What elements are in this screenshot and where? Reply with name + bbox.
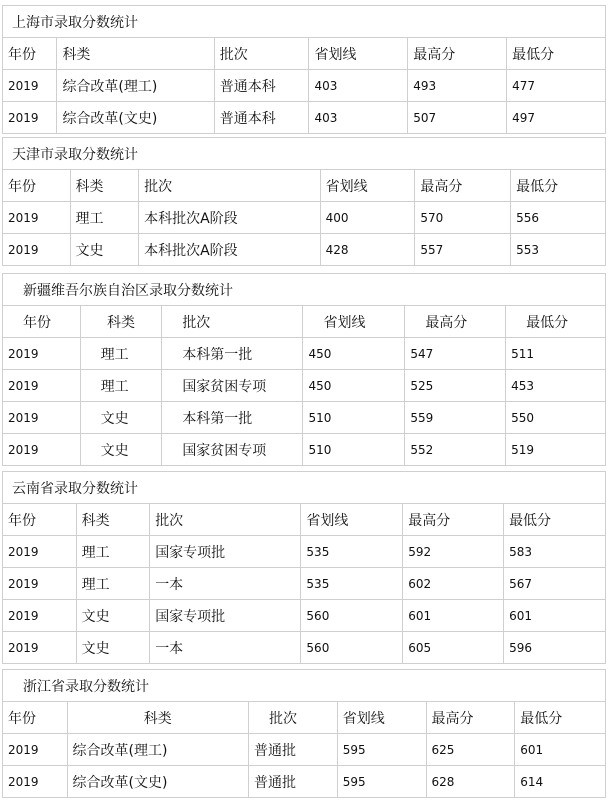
year-cell: 2019 xyxy=(3,536,77,568)
section-title-row xyxy=(3,670,606,702)
category-cell: 综合改革(文史) xyxy=(67,766,249,798)
header-row xyxy=(3,702,606,734)
control-line-cell: 510 xyxy=(303,402,405,434)
year-cell: 2019 xyxy=(3,600,77,632)
category-cell: 理工 xyxy=(80,338,162,370)
batch-cell: 普通批 xyxy=(249,766,338,798)
batch-header: 批次 xyxy=(150,504,301,536)
batch-header: 批次 xyxy=(249,702,338,734)
control-line-cell: 595 xyxy=(337,766,426,798)
header-row xyxy=(3,504,606,536)
min-score-cell: 519 xyxy=(506,434,606,466)
section-title: 新疆维吾尔族自治区录取分数统计 xyxy=(3,274,606,306)
year-header: 年份 xyxy=(3,702,68,734)
batch-header: 批次 xyxy=(214,38,309,70)
table-row xyxy=(3,70,606,102)
max-score-cell: 552 xyxy=(405,434,506,466)
year-cell: 2019 xyxy=(3,766,68,798)
score-table xyxy=(2,137,606,266)
category-cell: 理工 xyxy=(76,536,150,568)
min-score-cell: 583 xyxy=(504,536,606,568)
table-row xyxy=(3,600,606,632)
max-score-header: 最高分 xyxy=(415,170,511,202)
min-score-cell: 601 xyxy=(504,600,606,632)
score-table xyxy=(2,5,606,134)
year-cell: 2019 xyxy=(3,202,71,234)
min-score-cell: 497 xyxy=(507,102,606,134)
table-row xyxy=(3,734,606,766)
max-score-cell: 507 xyxy=(408,102,507,134)
min-score-cell: 453 xyxy=(506,370,606,402)
batch-header: 批次 xyxy=(139,170,320,202)
category-cell: 综合改革(文史) xyxy=(57,102,214,134)
control-line-cell: 428 xyxy=(320,234,415,266)
section-title: 浙江省录取分数统计 xyxy=(3,670,606,702)
batch-cell: 本科批次A阶段 xyxy=(139,202,320,234)
batch-cell: 普通本科 xyxy=(214,70,309,102)
control-line-cell: 400 xyxy=(320,202,415,234)
category-cell: 综合改革(理工) xyxy=(57,70,214,102)
score-table xyxy=(2,273,606,466)
max-score-cell: 628 xyxy=(426,766,515,798)
year-cell: 2019 xyxy=(3,70,57,102)
section-title: 天津市录取分数统计 xyxy=(3,138,606,170)
table-row xyxy=(3,338,606,370)
batch-header: 批次 xyxy=(162,306,303,338)
max-score-header: 最高分 xyxy=(403,504,504,536)
min-score-cell: 553 xyxy=(511,234,606,266)
table-row xyxy=(3,536,606,568)
score-table xyxy=(2,471,606,664)
min-score-cell: 596 xyxy=(504,632,606,664)
max-score-cell: 592 xyxy=(403,536,504,568)
category-cell: 文史 xyxy=(70,234,139,266)
category-header: 科类 xyxy=(67,702,249,734)
category-cell: 文史 xyxy=(80,402,162,434)
batch-cell: 本科第一批 xyxy=(162,402,303,434)
min-score-cell: 567 xyxy=(504,568,606,600)
year-cell: 2019 xyxy=(3,734,68,766)
section-title: 上海市录取分数统计 xyxy=(3,6,606,38)
year-cell: 2019 xyxy=(3,402,81,434)
year-header: 年份 xyxy=(3,306,81,338)
category-cell: 理工 xyxy=(76,568,150,600)
category-cell: 理工 xyxy=(80,370,162,402)
batch-cell: 一本 xyxy=(150,632,301,664)
table-row xyxy=(3,234,606,266)
header-row xyxy=(3,306,606,338)
year-header: 年份 xyxy=(3,504,77,536)
table-row xyxy=(3,568,606,600)
section-title: 云南省录取分数统计 xyxy=(3,472,606,504)
control-line-cell: 535 xyxy=(301,536,403,568)
control-line-cell: 560 xyxy=(301,600,403,632)
min-score-cell: 511 xyxy=(506,338,606,370)
year-cell: 2019 xyxy=(3,632,77,664)
header-row xyxy=(3,38,606,70)
min-score-header: 最低分 xyxy=(511,170,606,202)
section-title-row xyxy=(3,138,606,170)
year-cell: 2019 xyxy=(3,338,81,370)
table-row xyxy=(3,102,606,134)
batch-cell: 国家贫困专项 xyxy=(162,434,303,466)
category-cell: 文史 xyxy=(76,600,150,632)
min-score-cell: 550 xyxy=(506,402,606,434)
max-score-cell: 525 xyxy=(405,370,506,402)
control-line-header: 省划线 xyxy=(303,306,405,338)
table-row xyxy=(3,434,606,466)
max-score-header: 最高分 xyxy=(405,306,506,338)
control-line-header: 省划线 xyxy=(320,170,415,202)
control-line-header: 省划线 xyxy=(337,702,426,734)
control-line-cell: 403 xyxy=(309,102,408,134)
control-line-header: 省划线 xyxy=(301,504,403,536)
table-row xyxy=(3,402,606,434)
max-score-cell: 625 xyxy=(426,734,515,766)
max-score-cell: 547 xyxy=(405,338,506,370)
year-cell: 2019 xyxy=(3,102,57,134)
min-score-header: 最低分 xyxy=(507,38,606,70)
batch-cell: 国家专项批 xyxy=(150,600,301,632)
batch-cell: 一本 xyxy=(150,568,301,600)
min-score-header: 最低分 xyxy=(506,306,606,338)
category-header: 科类 xyxy=(70,170,139,202)
control-line-cell: 535 xyxy=(301,568,403,600)
section-title-row xyxy=(3,6,606,38)
min-score-cell: 614 xyxy=(515,766,606,798)
section-title-row xyxy=(3,274,606,306)
year-cell: 2019 xyxy=(3,370,81,402)
control-line-cell: 403 xyxy=(309,70,408,102)
category-header: 科类 xyxy=(80,306,162,338)
year-header: 年份 xyxy=(3,170,71,202)
max-score-cell: 601 xyxy=(403,600,504,632)
year-cell: 2019 xyxy=(3,568,77,600)
max-score-header: 最高分 xyxy=(408,38,507,70)
max-score-cell: 559 xyxy=(405,402,506,434)
max-score-cell: 493 xyxy=(408,70,507,102)
category-header: 科类 xyxy=(57,38,214,70)
min-score-cell: 477 xyxy=(507,70,606,102)
category-header: 科类 xyxy=(76,504,150,536)
control-line-cell: 560 xyxy=(301,632,403,664)
category-cell: 文史 xyxy=(80,434,162,466)
batch-cell: 国家专项批 xyxy=(150,536,301,568)
batch-cell: 本科批次A阶段 xyxy=(139,234,320,266)
score-table xyxy=(2,669,606,798)
table-row xyxy=(3,370,606,402)
max-score-cell: 570 xyxy=(415,202,511,234)
control-line-header: 省划线 xyxy=(309,38,408,70)
control-line-cell: 450 xyxy=(303,338,405,370)
table-row xyxy=(3,766,606,798)
batch-cell: 本科第一批 xyxy=(162,338,303,370)
min-score-header: 最低分 xyxy=(504,504,606,536)
max-score-cell: 602 xyxy=(403,568,504,600)
category-cell: 理工 xyxy=(70,202,139,234)
min-score-cell: 601 xyxy=(515,734,606,766)
year-cell: 2019 xyxy=(3,234,71,266)
table-row xyxy=(3,202,606,234)
control-line-cell: 450 xyxy=(303,370,405,402)
max-score-header: 最高分 xyxy=(426,702,515,734)
max-score-cell: 557 xyxy=(415,234,511,266)
section-title-row xyxy=(3,472,606,504)
batch-cell: 国家贫困专项 xyxy=(162,370,303,402)
year-header: 年份 xyxy=(3,38,57,70)
year-cell: 2019 xyxy=(3,434,81,466)
header-row xyxy=(3,170,606,202)
control-line-cell: 510 xyxy=(303,434,405,466)
batch-cell: 普通批 xyxy=(249,734,338,766)
control-line-cell: 595 xyxy=(337,734,426,766)
category-cell: 综合改革(理工) xyxy=(67,734,249,766)
max-score-cell: 605 xyxy=(403,632,504,664)
batch-cell: 普通本科 xyxy=(214,102,309,134)
min-score-cell: 556 xyxy=(511,202,606,234)
category-cell: 文史 xyxy=(76,632,150,664)
table-row xyxy=(3,632,606,664)
min-score-header: 最低分 xyxy=(515,702,606,734)
